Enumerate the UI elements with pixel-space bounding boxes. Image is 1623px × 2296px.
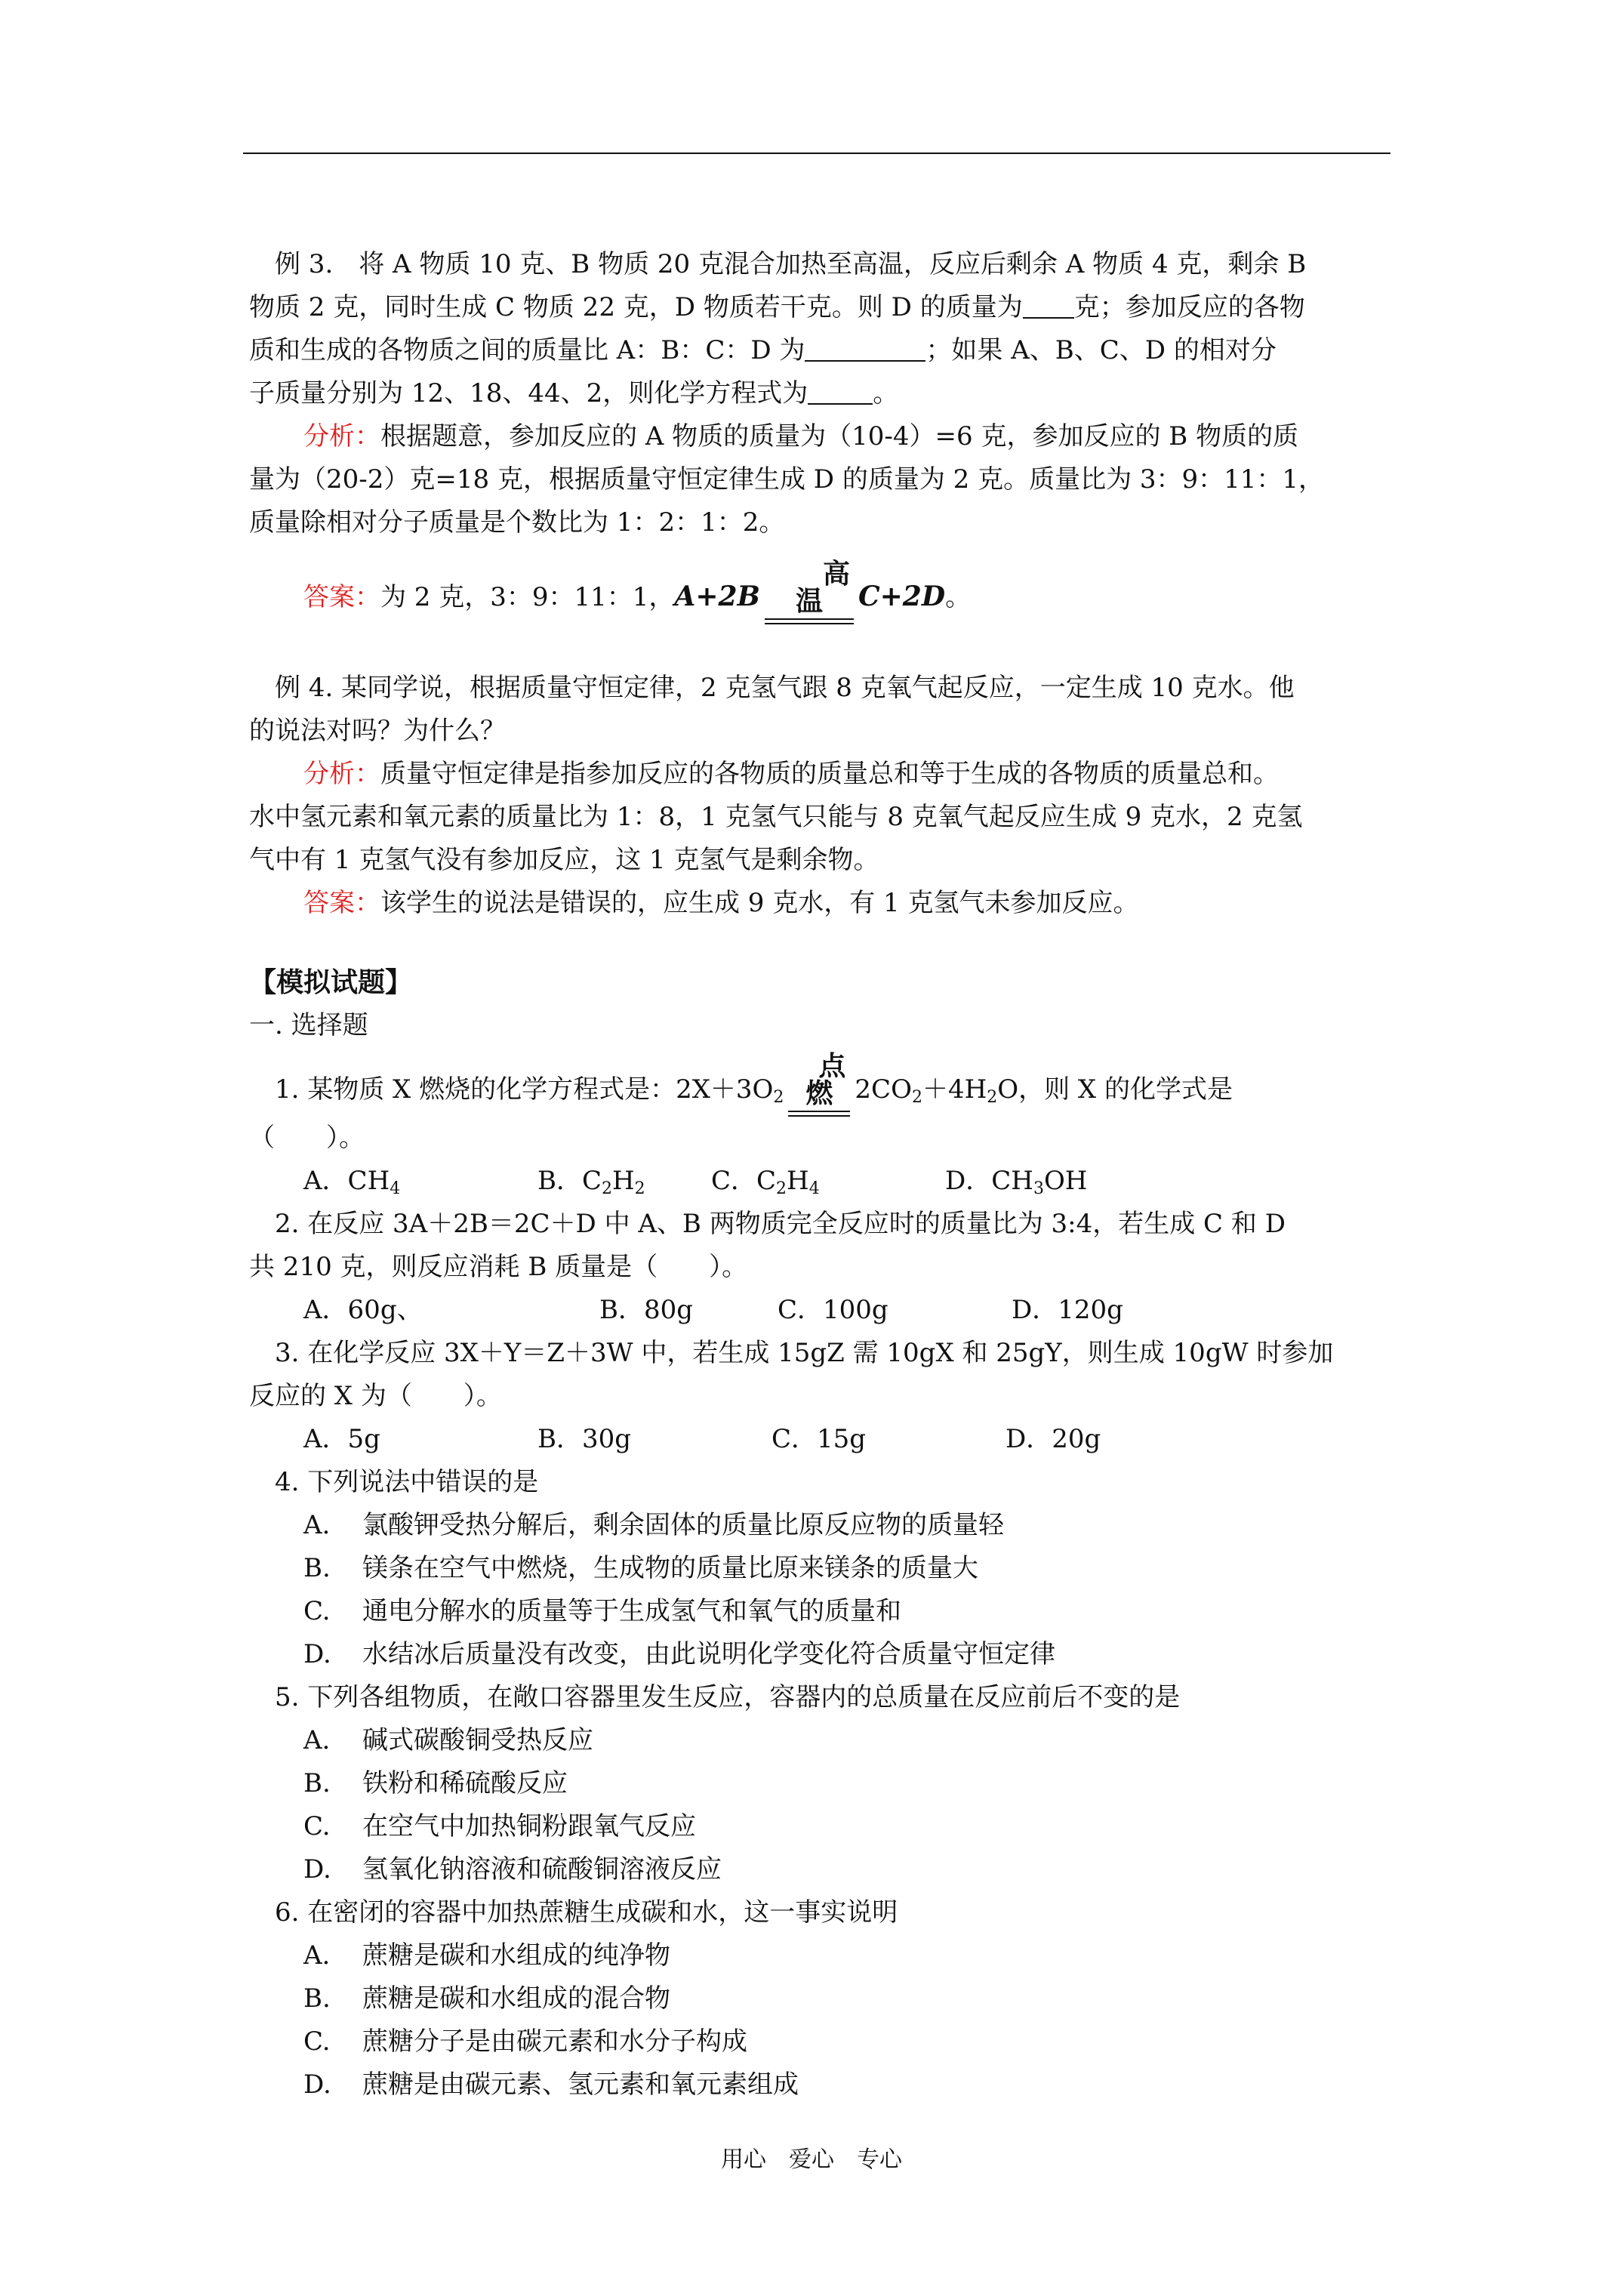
answer-label: 答案： xyxy=(303,582,380,612)
example-3-line-4: 子质量分别为 12、18、44、2，则化学方程式为 。 xyxy=(249,378,899,408)
equation-right: C+2D xyxy=(858,581,946,612)
option-b[interactable]: B．30g xyxy=(537,1424,632,1454)
spacer xyxy=(249,925,1390,958)
example-3-analysis-3: 质量除相对分子质量是个数比为 1：2：1：2。 xyxy=(249,507,785,538)
option-b[interactable]: B．$C_2H_2$ xyxy=(537,1166,645,1198)
option-d[interactable]: D．120g xyxy=(1012,1295,1123,1325)
option-c[interactable]: C．15g xyxy=(771,1424,867,1454)
option-a[interactable]: A. 蔗糖是碳和水组成的纯净物 xyxy=(303,1940,670,1971)
example-4-analysis-1: 分析：质量守恒定律是指参加反应的各物质的质量总和等于生成的各物质的质量总和。 xyxy=(303,759,1279,789)
question-3-options xyxy=(249,1418,1390,1461)
example-4-line-2: 的说法对吗？为什么？ xyxy=(249,716,506,746)
option-c[interactable]: C. 蔗糖分子是由碳元素和水分子构成 xyxy=(303,2026,747,2057)
example-3-line-1: 例 3. 将 A 物质 10 克、B 物质 20 克混合加热至高温，反应后剩余 A 物质 4 克，剩余 B xyxy=(275,249,1307,279)
option-a[interactable]: A．5g xyxy=(303,1424,380,1454)
fill-blank[interactable] xyxy=(805,337,925,362)
document-content xyxy=(249,243,1390,2106)
spacer xyxy=(249,624,1390,667)
option-a[interactable]: A. 氯酸钾受热分解后，剩余固体的质量比原反应物的质量轻 xyxy=(303,1510,1004,1540)
analysis-label: 分析： xyxy=(303,759,380,789)
option-b[interactable]: B．80g xyxy=(599,1295,694,1325)
option-d[interactable]: D. 蔗糖是由碳元素、氢元素和氧元素组成 xyxy=(303,2069,799,2100)
fill-blank[interactable] xyxy=(808,381,873,405)
option-c[interactable]: C．100g xyxy=(778,1295,888,1325)
option-d[interactable]: D．20g xyxy=(1006,1424,1101,1454)
question-5-stem: 5. 下列各组物质，在敞口容器里发生反应，容器内的总质量在反应前后不变的是 xyxy=(275,1682,1181,1712)
section-subtitle: 一. 选择题 xyxy=(249,1010,368,1040)
double-line xyxy=(788,1111,850,1117)
option-d[interactable]: D. 氢氧化钠溶液和硫酸铜溶液反应 xyxy=(303,1854,722,1885)
option-d[interactable]: D. 水结冰后质量没有改变，由此说明化学变化符合质量守恒定律 xyxy=(303,1639,1055,1669)
option-c[interactable]: C. 在空气中加热铜粉跟氧气反应 xyxy=(303,1811,696,1841)
page-footer: 用心 爱心 专心 xyxy=(721,2147,902,2173)
example-4-analysis-2: 水中氢元素和氧元素的质量比为 1：8，1 克氢气只能与 8 克氧气起反应生成 9 克水，2 克氢 xyxy=(249,802,1303,832)
reaction-condition: 高温 xyxy=(765,561,854,624)
example-4-line-1: 例 4. 某同学说，根据质量守恒定律，2 克氢气跟 8 克氧气起反应，一定生成 10 克水。他 xyxy=(275,673,1295,703)
question-1-options xyxy=(249,1160,1390,1203)
question-4-stem: 4. 下列说法中错误的是 xyxy=(275,1467,539,1497)
question-2-stem-2: 共 210 克，则反应消耗 B 质量是（ ）。 xyxy=(249,1252,748,1282)
example-3-analysis-2: 量为（20-2）克=18 克，根据质量守恒定律生成 D 的质量为 2 克。质量比为 3：9：11：1， xyxy=(249,464,1325,495)
option-c[interactable]: C．$C_2H_4$ xyxy=(711,1166,820,1198)
example-4-analysis-3: 气中有 1 克氢气没有参加反应，这 1 克氢气是剩余物。 xyxy=(249,845,879,875)
question-3-stem: 3. 在化学反应 3X＋Y＝Z＋3W 中，若生成 15gZ 需 10gX 和 25gY，则生成 10gW 时参加 xyxy=(275,1338,1334,1368)
header-rule xyxy=(243,153,1390,154)
question-1-stem: 1. 某物质 X 燃烧的化学方程式是：$2X+3O_2$ 点燃 $2CO_2+4H_2O$，则 X 的化学式是 xyxy=(249,1053,1390,1117)
question-3-stem-2: 反应的 X 为（ ）。 xyxy=(249,1381,502,1411)
equation-left: A+2B xyxy=(674,581,760,612)
option-d[interactable]: D．$CH_3OH$ xyxy=(945,1166,1088,1198)
question-1-stem-2: （ ）。 xyxy=(249,1123,365,1153)
option-a[interactable]: A．60g、 xyxy=(303,1295,423,1325)
example-4-answer: 答案：该学生的说法是错误的，应生成 9 克水，有 1 克氢气未参加反应。 xyxy=(303,888,1139,918)
option-c[interactable]: C. 通电分解水的质量等于生成氢气和氧气的质量和 xyxy=(303,1596,901,1626)
example-3-line-2: 物质 2 克，同时生成 C 物质 22 克，D 物质若干克。则 D 的质量为 克；参加反应的各物 xyxy=(249,292,1305,322)
question-6-stem: 6. 在密闭的容器中加热蔗糖生成碳和水，这一事实说明 xyxy=(275,1897,898,1928)
example-3-analysis-1: 分析：根据题意，参加反应的 A 物质的质量为（10-4）=6 克，参加反应的 B 物质的质 xyxy=(303,421,1299,451)
example-3-line-3: 质和生成的各物质之间的质量比 A：B：C：D 为 ；如果 A、B、C、D 的相对分 xyxy=(249,335,1277,365)
option-b[interactable]: B. 蔗糖是碳和水组成的混合物 xyxy=(303,1983,670,2014)
reaction-condition: 点燃 xyxy=(788,1053,850,1117)
answer-label: 答案： xyxy=(303,888,380,918)
question-2-options xyxy=(249,1289,1390,1332)
fill-blank[interactable] xyxy=(1023,294,1074,319)
option-b[interactable]: B. 铁粉和稀硫酸反应 xyxy=(303,1768,568,1798)
option-a[interactable]: A．$CH_4$ xyxy=(303,1166,401,1198)
example-3-answer: 答案：为 2 克，3：9：11：1，A+2B 高温 C+2D。 xyxy=(249,561,1390,624)
question-2-stem: 2. 在反应 3A＋2B＝2C＋D 中 A、B 两物质完全反应时的质量比为 3:4，若生成 C 和 D xyxy=(275,1209,1286,1239)
analysis-label: 分析： xyxy=(303,421,380,451)
section-title: 【模拟试题】 xyxy=(249,967,413,998)
double-line xyxy=(765,618,854,624)
option-b[interactable]: B. 镁条在空气中燃烧，生成物的质量比原来镁条的质量大 xyxy=(303,1553,978,1583)
option-a[interactable]: A. 碱式碳酸铜受热反应 xyxy=(303,1725,593,1755)
